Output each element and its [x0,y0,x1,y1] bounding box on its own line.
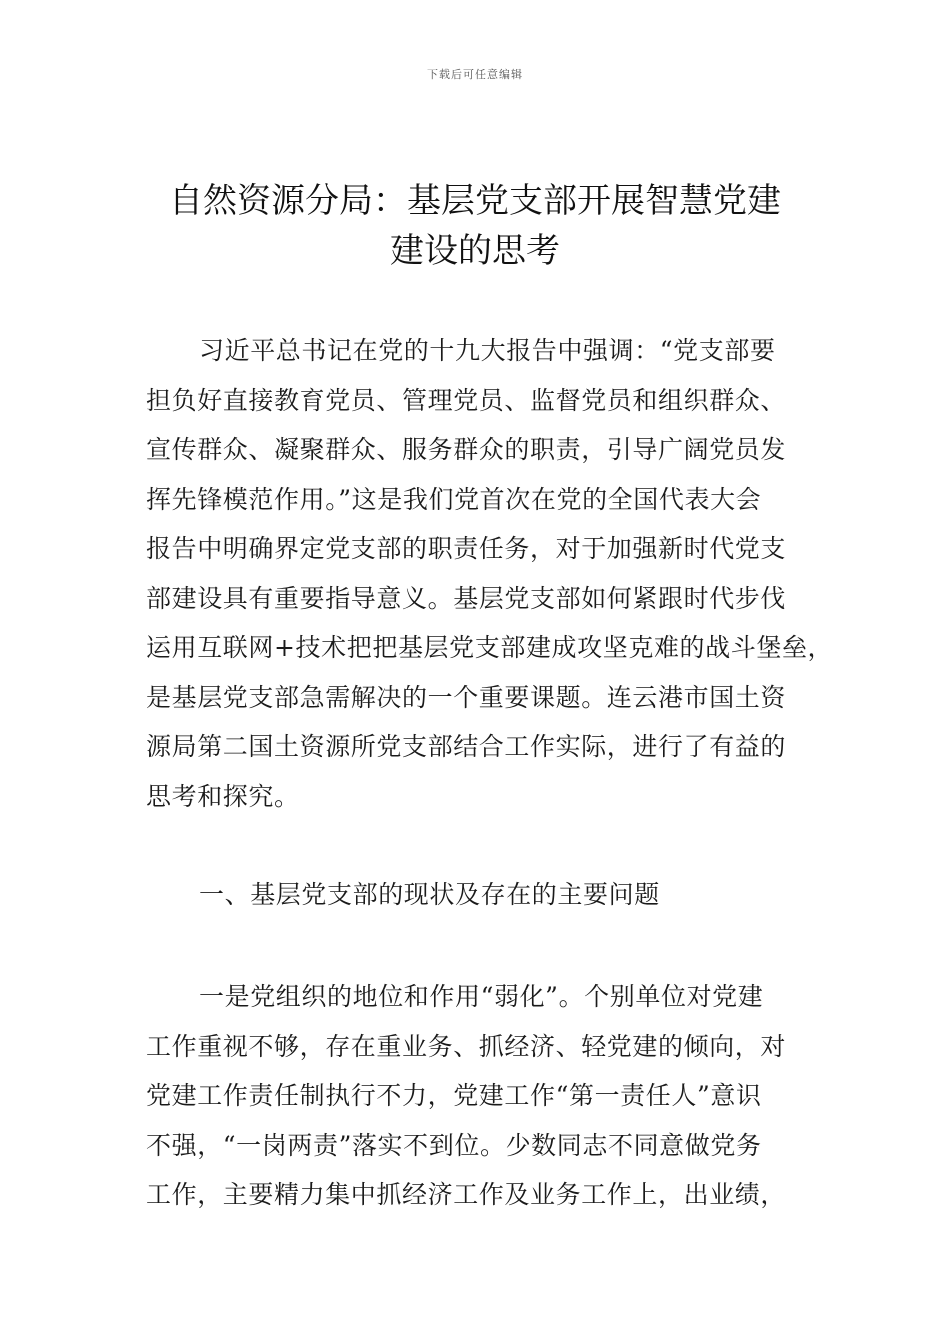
paragraph-line: 部建设具有重要指导意义。基层党支部如何紧跟时代步伐 [146,583,787,613]
watermark-text: 下载后可任意编辑 [427,68,523,81]
title-line: 建设的思考 [390,231,560,271]
title-line: 自然资源分局：基层党支部开展智慧党建 [169,181,781,221]
paragraph-line: 源局第二国土资源所党支部结合工作实际，进行了有益的 [146,732,787,761]
paragraph-line: 一是党组织的地位和作用“弱化”。个别单位对党建 [199,982,764,1011]
paragraph-line: 运用互联网+技术把把基层党支部建成攻坚克难的战斗堡垒， [146,633,834,662]
problem-paragraph [146,972,816,1220]
paragraph-line: 习近平总书记在党的十九大报告中强调：“党支部要 [199,336,776,365]
document-title [120,176,830,276]
section-heading [146,870,816,920]
paragraph-line: 是基层党支部急需解决的一个重要课题。连云港市国土资 [146,682,787,712]
paragraph-line: 报告中明确界定党支部的职责任务，对于加强新时代党支 [146,534,787,563]
intro-paragraph [146,326,834,821]
paragraph-line: 思考和探究。 [146,781,300,811]
paragraph-line: 不强，“一岗两责”落实不到位。少数同志不同意做党务 [146,1130,762,1160]
paragraph-line: 宣传群众、凝聚群众、服务群众的职责，引导广阔党员发 [146,435,787,464]
paragraph-line: 担负好直接教育党员、管理党员、监督党员和组织群众、 [146,385,787,415]
paragraph-line: 工作重视不够，存在重业务、抓经济、轻党建的倾向，对 [146,1031,787,1061]
section-heading-line: 一、基层党支部的现状及存在的主要问题 [199,880,660,909]
paragraph-line: 党建工作责任制执行不力，党建工作“第一责任人”意识 [146,1081,762,1110]
paragraph-line: 挥先锋模范作用。”这是我们党首次在党的全国代表大会 [146,484,762,514]
paragraph-line: 工作，主要精力集中抓经济工作及业务工作上，出业绩， [146,1180,787,1209]
